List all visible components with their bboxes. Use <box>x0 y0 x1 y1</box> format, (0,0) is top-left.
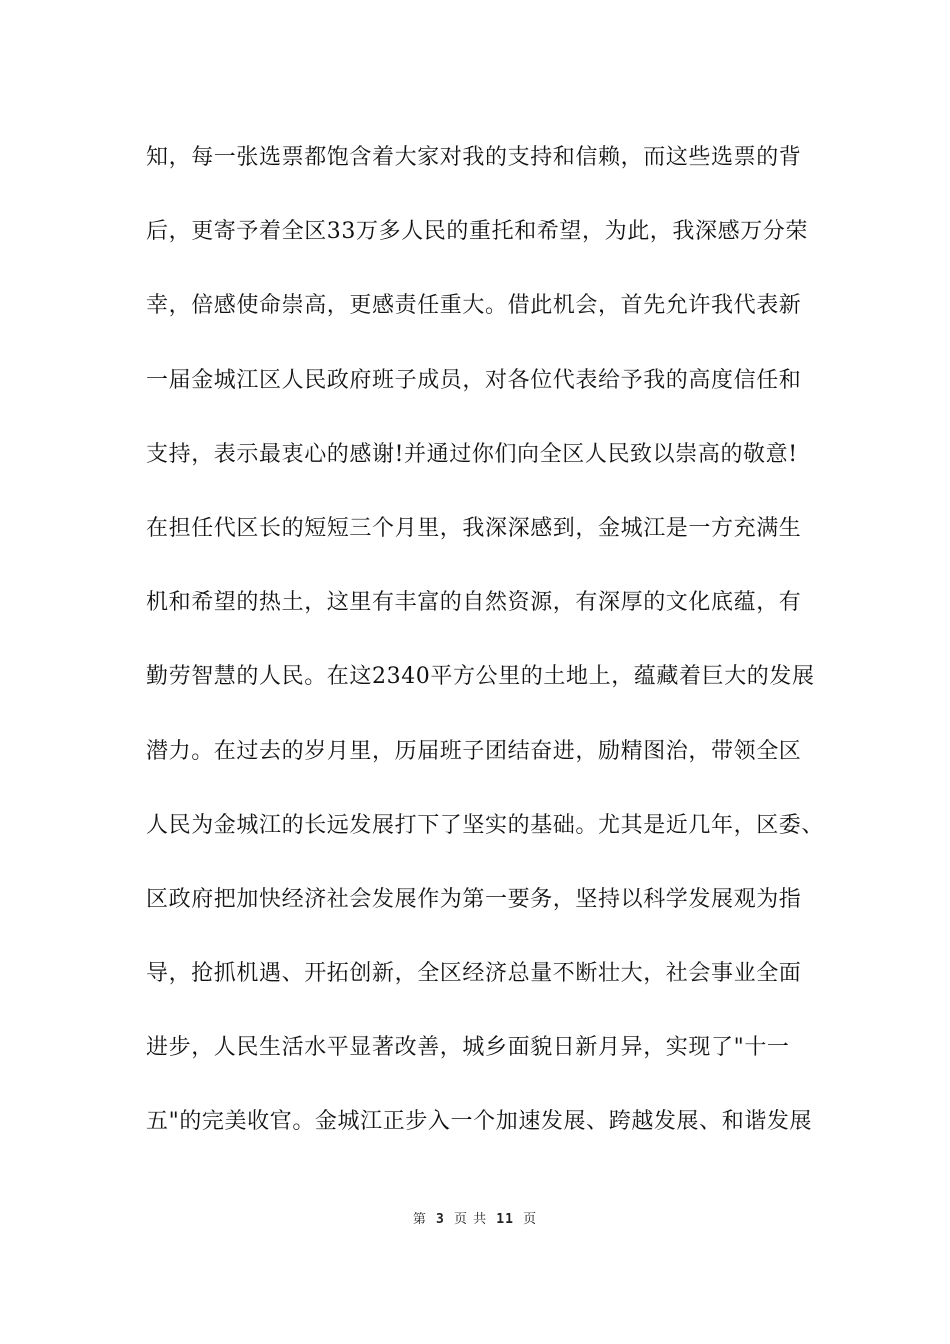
text-line: 导，抢抓机遇、开拓创新，全区经济总量不断壮大，社会事业全面 <box>146 961 802 987</box>
text-line: 潜力。在过去的岁月里，历届班子团结奋进，励精图治，带领全区 <box>146 738 802 764</box>
total-pages-number: 11 <box>496 1212 514 1227</box>
body-text <box>146 132 826 1171</box>
text-line: 机和希望的热土，这里有丰富的自然资源，有深厚的文化底蕴，有 <box>146 590 802 616</box>
text-line: 勤劳智慧的人民。在这2340平方公里的土地上，蕴藏着巨大的发展 <box>146 664 815 690</box>
text-line: 在担任代区长的短短三个月里，我深深感到，金城江是一方充满生 <box>146 515 802 541</box>
footer-suffix: 页 <box>523 1212 538 1227</box>
text-line: 五"的完美收官。金城江正步入一个加速发展、跨越发展、和谐发展 <box>146 1109 813 1135</box>
text-line: 幸，倍感使命崇高，更感责任重大。借此机会，首先允许我代表新 <box>146 293 802 319</box>
text-line: 知，每一张选票都饱含着大家对我的支持和信赖，而这些选票的背 <box>146 145 802 170</box>
footer-middle: 页 共 <box>454 1212 488 1227</box>
text-line: 支持，表示最衷心的感谢!并通过你们向全区人民致以崇高的敬意! <box>146 441 798 467</box>
text-line: 区政府把加快经济社会发展作为第一要务，坚持以科学发展观为指 <box>146 886 802 912</box>
current-page-number: 3 <box>436 1212 445 1227</box>
text-line: 进步，人民生活水平显著改善，城乡面貌日新月异，实现了"十一 <box>146 1035 790 1061</box>
page-footer <box>0 1208 950 1227</box>
text-line: 人民为金城江的长远发展打下了坚实的基础。尤其是近几年，区委、 <box>146 812 825 838</box>
footer-prefix: 第 <box>412 1212 427 1227</box>
text-line: 一届金城江区人民政府班子成员，对各位代表给予我的高度信任和 <box>146 367 802 393</box>
text-line: 后，更寄予着全区33万多人民的重托和希望，为此，我深感万分荣 <box>146 219 808 245</box>
